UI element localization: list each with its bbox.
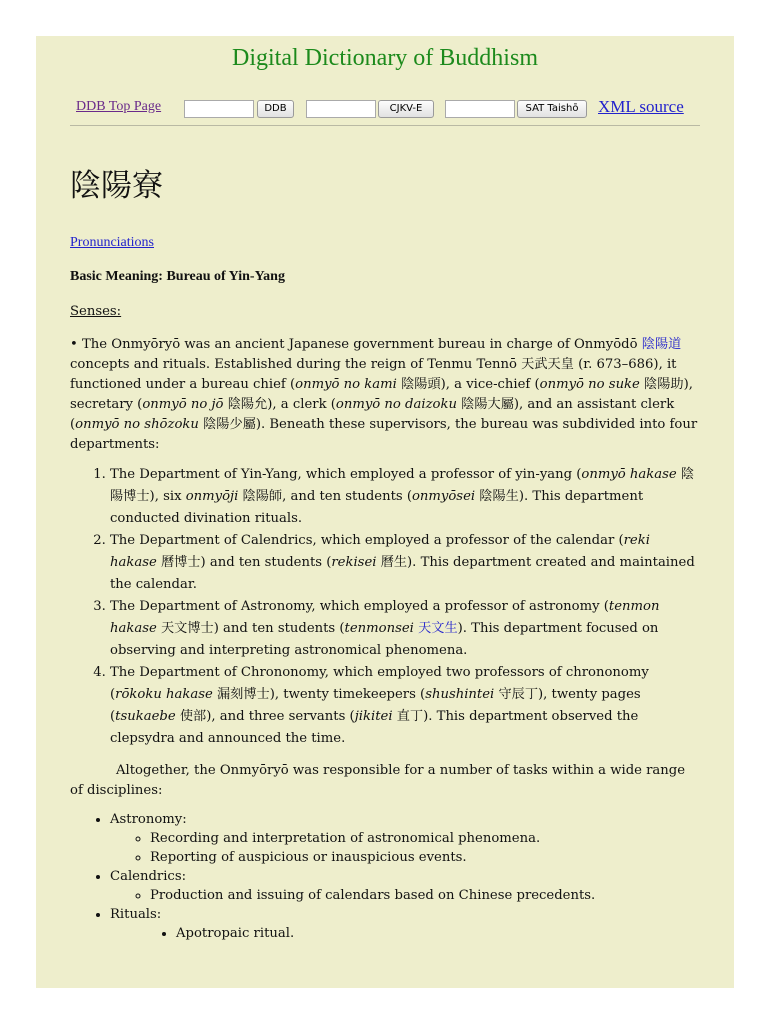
page-frame [36, 36, 734, 988]
basic-meaning: Basic Meaning: Bureau of Yin-Yang [70, 269, 285, 284]
sat-taisho-button[interactable]: SAT Taishō [517, 100, 587, 118]
tenmonsei-link[interactable]: 天文生 [418, 621, 458, 636]
discipline-calendrics: • Calendrics: ◦ Production and issuing of calendars based on Chinese precedents. [110, 867, 700, 905]
sat-search-input[interactable] [445, 100, 515, 118]
list-item: • Apotropaic ritual. [176, 924, 700, 943]
discipline-rituals: • Rituals: • Apotropaic ritual. [110, 905, 700, 943]
site-title: Digital Dictionary of Buddhism [232, 45, 538, 71]
altogether-paragraph: Altogether, the Onmyōryō was responsible for a number of tasks within a wide range of disciplines: [70, 763, 686, 798]
senses-label: Senses: [70, 304, 122, 319]
ddb-top-page-link[interactable]: DDB Top Page [76, 99, 162, 114]
ddb-button[interactable]: DDB [257, 100, 294, 118]
list-item: ◦ Production and issuing of calendars based on Chinese precedents. [150, 886, 700, 905]
xml-source-link[interactable]: XML source [598, 97, 684, 116]
pronunciations-link[interactable]: Pronunciations [70, 235, 154, 250]
department-chrononomy: 4. The Department of Chrononomy, which employed two professors of chrononomy (rōkoku hakase 漏刻博士), twenty timekeepers (shushintei 守辰丁), twenty pages (tsukaebe 使部), and three servants (jikitei 直丁). This department observed the clepsydra and announced the time. [110, 662, 700, 750]
department-yin-yang: 1. The Department of Yin-Yang, which employed a professor of yin-yang (onmyō hakase 陰陽博士), six onmyōji 陰陽師, and ten students (onmyōsei 陰陽生). This department conducted divination rituals. [110, 464, 700, 530]
disciplines-list [70, 810, 700, 943]
nav-bar [36, 97, 734, 121]
ddb-search-input[interactable] [184, 100, 254, 118]
departments-list [70, 464, 700, 750]
nav-divider [70, 125, 700, 126]
discipline-astronomy: • Astronomy: ◦ Recording and interpretation of astronomical phenomena. ◦ Reporting of auspicious or inauspicious events. [110, 810, 700, 867]
cjkv-search-input[interactable] [306, 100, 376, 118]
cjkv-e-button[interactable]: CJKV-E [378, 100, 434, 118]
department-astronomy: 3. The Department of Astronomy, which employed a professor of astronomy (tenmon hakase 天文博士) and ten students (tenmonsei 天文生). This department focused on observing and interpreting astronomical phenomena. [110, 596, 700, 662]
sense-bullet: • [70, 337, 78, 352]
entry-body [70, 233, 700, 943]
onmyodo-link[interactable]: 陰陽道 [641, 337, 682, 352]
department-calendrics: 2. The Department of Calendrics, which employed a professor of the calendar (reki hakase 曆博士) and ten students (rekisei 曆生). This department created and maintained the calendar. [110, 530, 700, 596]
list-item: ◦ Reporting of auspicious or inauspicious events. [150, 848, 700, 867]
sense-paragraph: • The Onmyōryō was an ancient Japanese government bureau in charge of Onmyōdō 陰陽道 concepts and rituals. Established during the reign of Tenmu Tennō 天武天皇 (r. 673–686), it functioned under a bureau chief (onmyō no kami 陰陽頭), a vice-chief (onmyō no suke 陰陽助), secretary (onmyō no jō 陰陽允), a clerk (onmyō no daizoku 陰陽大屬), and an assistant clerk (onmyō no shōzoku 陰陽少屬). Beneath these supervisors, the bureau was subdivided into four departments: [70, 337, 698, 452]
headword: 陰陽寮 [70, 168, 163, 204]
list-item: ◦ Recording and interpretation of astronomical phenomena. [150, 829, 700, 848]
